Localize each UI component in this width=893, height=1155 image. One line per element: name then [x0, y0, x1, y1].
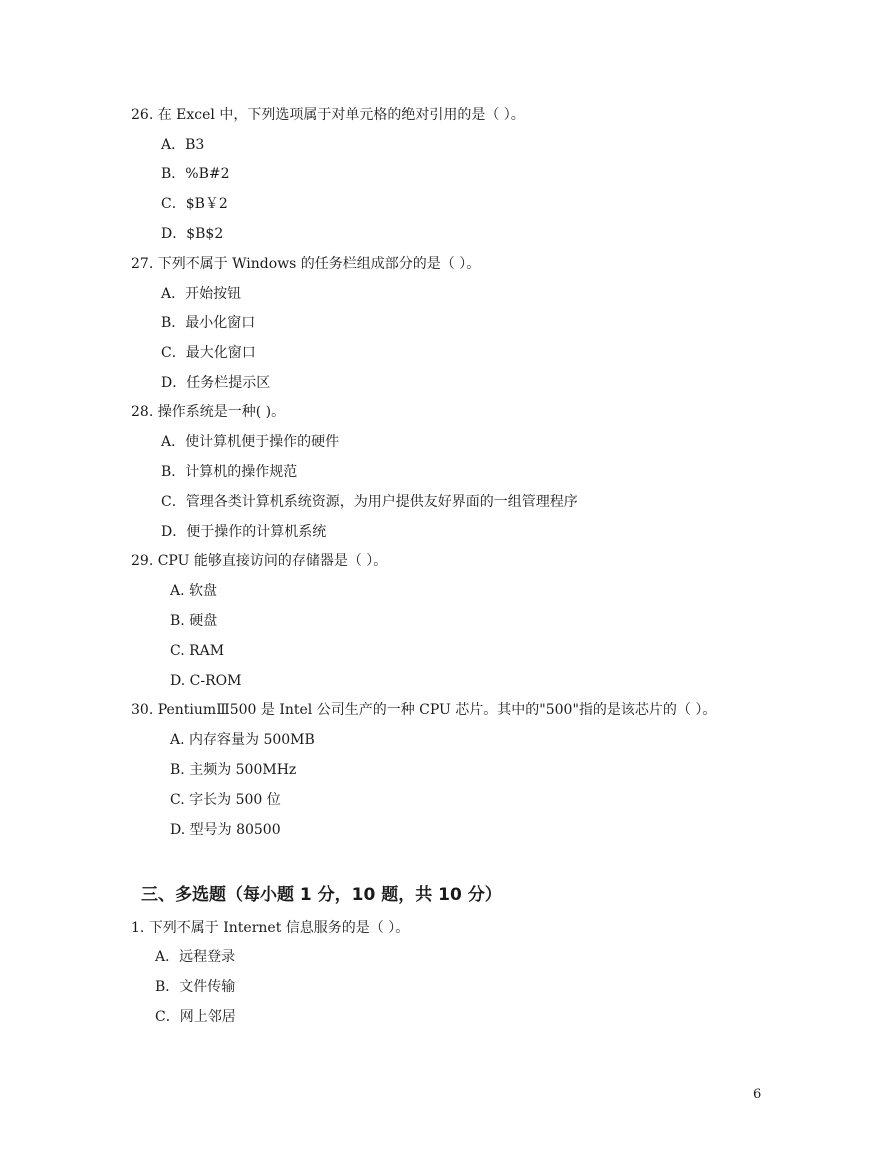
question-stem: 30. PentiumⅢ500 是 Intel 公司生产的一种 CPU 芯片。其中的"500"指的是该芯片的（ ）。	[131, 702, 717, 718]
question-option: D．任务栏提示区	[161, 375, 271, 391]
question-stem: 1. 下列不属于 Internet 信息服务的是（ ）。	[131, 920, 410, 936]
question-option: C．$B￥2	[161, 196, 228, 212]
question-option: C. RAM	[170, 643, 225, 659]
question-option: C．最大化窗口	[161, 345, 256, 361]
question-option: C．网上邻居	[155, 1009, 236, 1025]
question-option: B．文件传输	[155, 979, 236, 995]
question-option: D．便于操作的计算机系统	[161, 524, 327, 540]
question-option: B．计算机的操作规范	[161, 464, 298, 480]
question-option: A．使计算机便于操作的硬件	[161, 434, 340, 450]
question-option: C. 字长为 500 位	[170, 792, 281, 808]
question-option: D. C-ROM	[170, 673, 242, 689]
question-option: C．管理各类计算机系统资源，为用户提供友好界面的一组管理程序	[161, 494, 578, 510]
question-stem: 28. 操作系统是一种( )。	[131, 404, 286, 420]
question-option: D．$B$2	[161, 226, 224, 242]
question-option: A．B3	[161, 137, 205, 153]
question-option: B．最小化窗口	[161, 315, 256, 331]
question-stem: 29. CPU 能够直接访问的存储器是（ ）。	[131, 553, 388, 569]
question-option: B．%B#2	[161, 166, 230, 182]
question-option: B. 硬盘	[170, 613, 218, 629]
question-option: A．开始按钮	[161, 286, 242, 302]
question-option: B. 主频为 500MHz	[170, 762, 297, 778]
question-option: A. 软盘	[170, 583, 218, 599]
question-option: A．远程登录	[155, 949, 236, 965]
page-number: 6	[753, 1087, 762, 1102]
question-option: A. 内存容量为 500MB	[170, 732, 315, 748]
question-stem: 26. 在 Excel 中，下列选项属于对单元格的绝对引用的是（ ）。	[131, 107, 525, 123]
question-option: D. 型号为 80500	[170, 822, 281, 838]
question-stem: 27. 下列不属于 Windows 的任务栏组成部分的是（ ）。	[131, 256, 481, 272]
section-heading: 三、多选题（每小题 1 分，10 题，共 10 分）	[141, 885, 502, 905]
